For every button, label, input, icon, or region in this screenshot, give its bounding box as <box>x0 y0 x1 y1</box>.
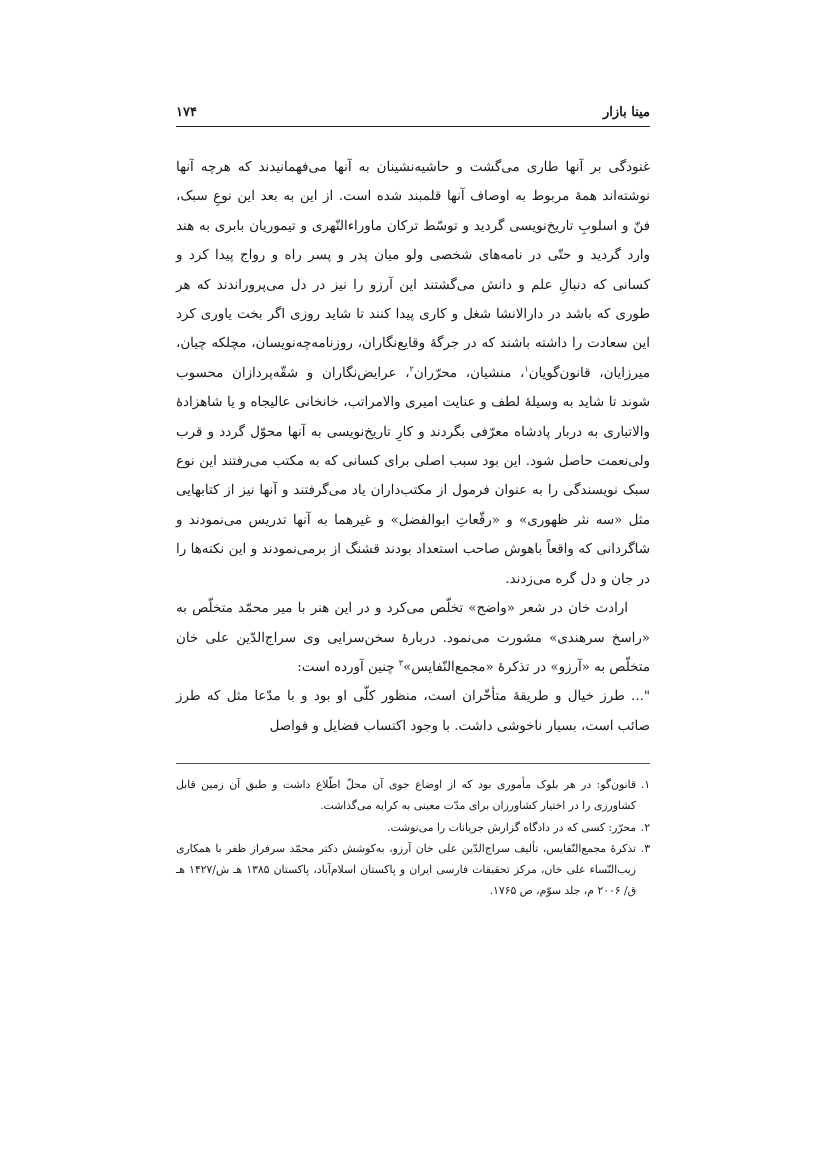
footnote-text: محرّر: کسی که در دادگاه گزارش جریانات را می‌نوشت. <box>387 820 636 834</box>
footnote-text: قانون‌گو: در هر بلوک مأموری بود که از اوضاع جوی آن محلّ اطّلاع داشت و طبق آن زمین قابل کشاورزی را در اختیار کشاورزان برای مدّت معینی به کرایه می‌گذاشت. <box>176 778 636 813</box>
page-number: ۱۷۴ <box>176 105 197 120</box>
block-quote: "... طرز خیال و طریقهٔ متأخّران است، منظور کلّی او بود و با مدّعا مثل که طرز صائب است، بسیار ناخوشی داشت. با وجود اکتساب فضایل و فواصل <box>176 689 650 734</box>
running-header <box>176 96 650 127</box>
footnote-ref[interactable]: ۲ <box>409 364 414 374</box>
paragraph <box>176 594 650 682</box>
footnote-item <box>176 774 650 816</box>
paragraph <box>176 153 650 594</box>
footnotes <box>176 774 650 901</box>
paragraph-text: ارادت خان در شعر «واضح» تخلّص می‌کرد و در این هنر با میر محمّد متخلّص به «راسخ سرهندی» مشورت می‌نمود. دربارهٔ سخن‌سرایی وی سراج‌الدّین علی خان متخلّص به «آرزو» در تذکرهٔ «مجمع‌النّفایس» <box>176 601 650 675</box>
footnote-number: ۱. <box>640 778 650 792</box>
footnote-number: ۲. <box>640 820 650 834</box>
footnote-ref[interactable]: ۳ <box>398 658 404 668</box>
footnote-item <box>176 817 650 838</box>
footnote-ref[interactable]: ۱ <box>524 364 529 374</box>
running-title: مینا بازار <box>602 105 650 120</box>
paragraph-text: غنودگی بر آنها طاری می‌گشت و حاشیه‌نشینان به آنها می‌فهمانیدند که هرچه آنها نوشته‌اند همهٔ مربوط به اوصاف آنها قلمبند شده است. از این به بعد این نوعِ سبک، فنّ و اسلوبِ تاریخ‌نویسی گردید و توسّط ترکان ماوراءالنّهری و تیموریان بابری به هند وارد گردید و حتّی در نامه‌های شخصی ولو میان پدر و پسر راه و رواج پیدا کرد و کسانی که دنبالِ علم و دانش می‌گشتند این آرزو را نیز در دل می‌پروراندند که هر طوری که باشد در دارالانشا شغل و کاری پیدا کنند تا شاید روزی اگر بخت یاوری کرد این سعادت را داشته باشند که در جرگهٔ وقایع‌نگاران، روزنامه‌چه‌نویسان، مچلکه چیان، میرزایان، قانون‌گویان <box>176 160 651 381</box>
footnote-text: تذکرهٔ مجمع‌النّفایس، تألیف سراج‌الدّین علی خان آرزو، به‌کوشش دکتر محمّد سرفراز ظفر با همکاری زیب‌النّساء علی خان، مرکز تحقیقات فارسی ایران و پاکستان اسلام‌آباد، پاکستان ۱۳۸۵ هـ ش/۱۴۲۷ هـ ق/ ۲۰۰۶ م، جلد سوّم، ص ۱۷۶۵. <box>176 841 636 898</box>
body-text <box>176 153 650 741</box>
paragraph-text: ، عرایض‌نگاران و شقّه‌پردازان محسوب شوند تا شاید به وسیلهٔ لطف و عنایت امیری والامراتب، خانخانی عالیجاه و یا شاهزادهٔ والاتباری به دربار پادشاه معرّفی بگردند و کارِ تاریخ‌نویسی به آنها محوّل گردد و قرب ولی‌نعمت حاصل شود. این بود سبب اصلی برای کسانی که به مکتب می‌رفتند این نوع سبک نویسندگی را به عنوان فرمول از مکتب‌داران یاد می‌گرفتند و آنها نیز از کتابهایی مثل «سه نثر ظهوری» و «رقّعاتِ ابوالفضل» و غیرهما به آنها تدریس می‌نمودند و شاگردانی که واقعاً باهوش صاحب استعداد بودند قشنگ از برمی‌نمودند و این نکته‌ها را در جان و دل گره می‌زدند. <box>176 365 650 587</box>
book-page <box>176 96 650 1056</box>
footnote-item <box>176 838 650 902</box>
footnote-number: ۳. <box>640 841 650 855</box>
paragraph-text: ، منشیان، محرّران <box>413 365 525 381</box>
paragraph-text: چنین آورده است: <box>297 659 399 675</box>
footnote-divider <box>176 763 650 764</box>
